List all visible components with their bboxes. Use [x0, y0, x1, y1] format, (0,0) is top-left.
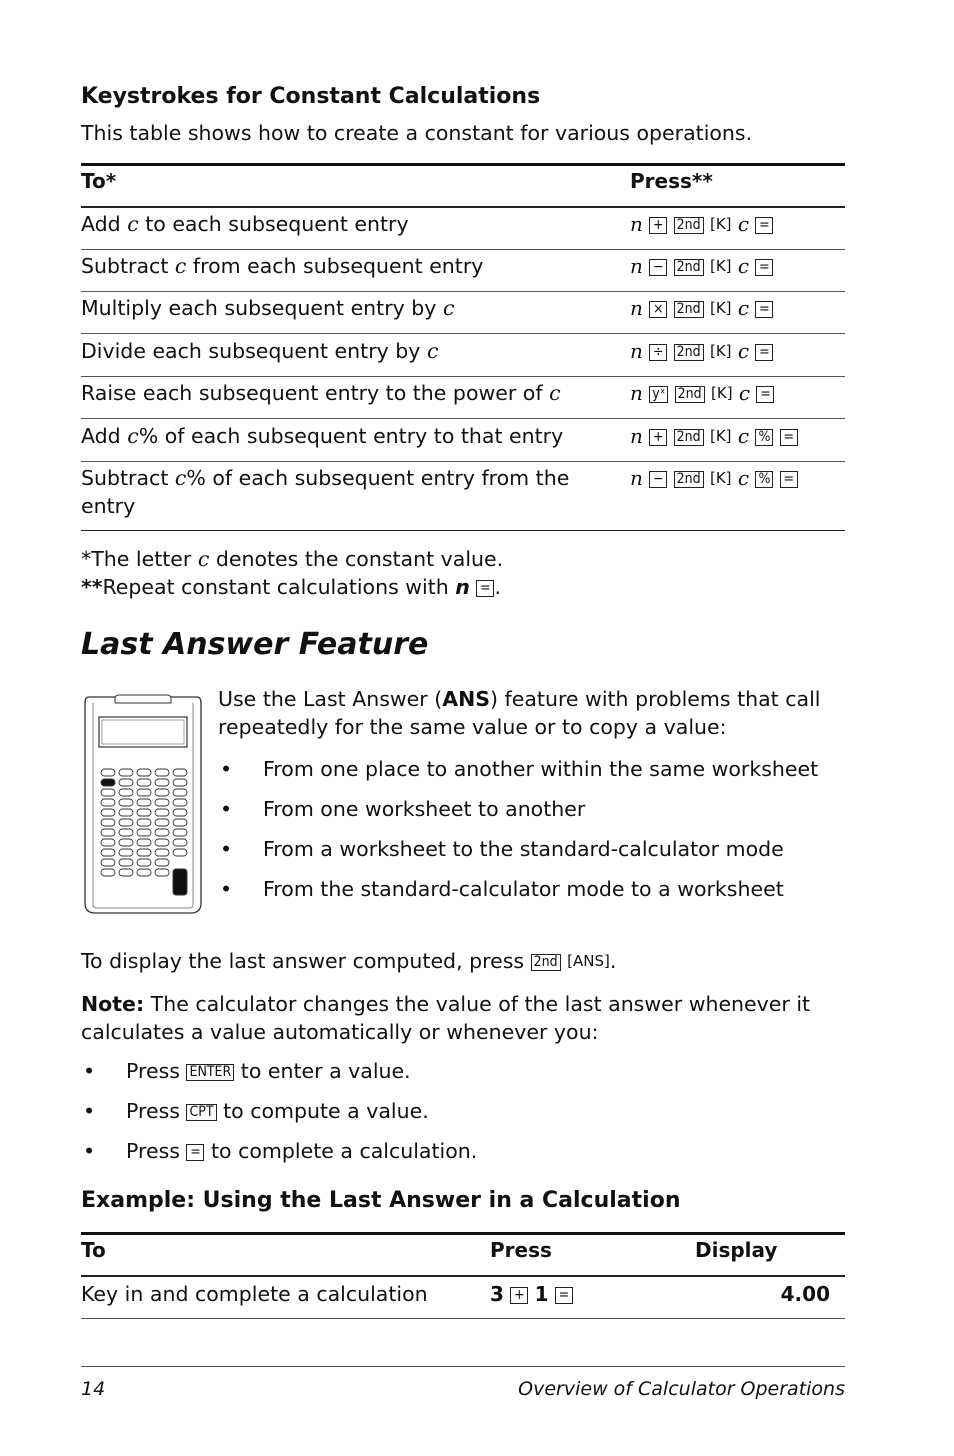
section-title: Last Answer Feature	[81, 627, 429, 662]
col-header-to: To*	[81, 169, 117, 193]
equals-key: =	[780, 471, 798, 488]
table-header-rule	[81, 206, 845, 208]
cpt-key: CPT	[186, 1104, 216, 1121]
percent-key: %	[755, 471, 773, 488]
table-row-to: Subtract c% of each subsequent entry from the entry	[81, 466, 570, 518]
c-variable: c	[737, 466, 750, 490]
equals-key: =	[186, 1144, 204, 1161]
2nd-key: 2nd	[531, 954, 561, 971]
2nd-key: 2nd	[675, 386, 705, 403]
equals-key: =	[756, 386, 774, 403]
display-last-answer-text: To display the last answer computed, press 2nd [ANS].	[81, 949, 617, 973]
equals-key: =	[476, 580, 494, 597]
constants-intro: This table shows how to create a constant for various operations.	[81, 121, 753, 145]
equals-key: =	[780, 429, 798, 446]
table-row-press	[630, 337, 773, 365]
constants-heading: Keystrokes for Constant Calculations	[81, 84, 541, 109]
k-key: [K]	[709, 342, 732, 360]
note-constant: *The letter c denotes the constant value.	[81, 547, 504, 571]
k-key: [K]	[709, 469, 732, 487]
c-variable: c	[737, 212, 750, 236]
table-row-rule	[81, 461, 845, 462]
last-answer-intro: Use the Last Answer (ANS) feature with problems that call repeatedly for the same value or to copy a value:	[218, 687, 821, 739]
percent-key: %	[755, 429, 773, 446]
equals-key: =	[555, 1287, 573, 1304]
table-row-rule	[81, 530, 845, 531]
operator-key: ×	[649, 301, 667, 318]
table-row-press	[630, 210, 773, 238]
equals-key: =	[755, 344, 773, 361]
2nd-key: 2nd	[674, 259, 704, 276]
table-row-to: Subtract c from each subsequent entry	[81, 254, 484, 278]
n-variable: n	[630, 296, 643, 320]
k-key: [K]	[709, 257, 732, 275]
example-row-display: 4.00	[780, 1282, 830, 1306]
operator-key: ÷	[649, 344, 667, 361]
c-variable: c	[737, 254, 750, 278]
k-key: [K]	[709, 215, 732, 233]
c-variable: c	[738, 381, 751, 405]
table-row-to: Divide each subsequent entry by c	[81, 339, 439, 363]
n-variable: n	[630, 212, 643, 236]
example-row-press: 3 + 1 =	[490, 1280, 573, 1308]
example-col-press: Press	[490, 1238, 552, 1262]
equals-key: =	[755, 259, 773, 276]
example-bottom-rule	[81, 1318, 845, 1319]
calculator-illustration	[83, 693, 203, 919]
equals-key: =	[755, 301, 773, 318]
2nd-key: 2nd	[674, 471, 704, 488]
example-col-to: To	[81, 1238, 106, 1262]
enter-key: ENTER	[186, 1064, 234, 1081]
c-variable: c	[737, 424, 750, 448]
k-key: [K]	[709, 427, 732, 445]
table-top-rule	[81, 163, 845, 166]
table-row-press	[630, 252, 773, 280]
operator-key: +	[649, 429, 667, 446]
table-row-press	[630, 379, 774, 407]
table-row-to: Raise each subsequent entry to the power of c	[81, 381, 561, 405]
plus-key: +	[510, 1287, 528, 1304]
n-variable: n	[630, 339, 643, 363]
n-variable: n	[630, 381, 643, 405]
table-row-press	[630, 422, 798, 450]
footer-rule	[81, 1366, 845, 1367]
table-row-rule	[81, 249, 845, 250]
table-row-rule	[81, 333, 845, 334]
2nd-key: 2nd	[674, 301, 704, 318]
operator-key: +	[649, 217, 667, 234]
operator-key: yˣ	[649, 386, 668, 403]
table-row-press	[630, 294, 773, 322]
table-row-rule	[81, 376, 845, 377]
table-row-to: Add c% of each subsequent entry to that entry	[81, 424, 564, 448]
table-row-rule	[81, 291, 845, 292]
k-key: [K]	[709, 299, 732, 317]
2nd-key: 2nd	[674, 217, 704, 234]
example-top-rule	[81, 1232, 845, 1235]
table-row-to: Add c to each subsequent entry	[81, 212, 409, 236]
example-row-to: Key in and complete a calculation	[81, 1282, 428, 1306]
example-heading: Example: Using the Last Answer in a Calculation	[81, 1188, 681, 1213]
ans-key: [ANS]	[567, 952, 610, 970]
k-key: [K]	[711, 384, 733, 402]
operator-key: −	[649, 259, 667, 276]
n-variable: n	[630, 254, 643, 278]
c-variable: c	[737, 296, 750, 320]
2nd-key: 2nd	[674, 429, 704, 446]
note-repeat: **Repeat constant calculations with n = .	[81, 575, 501, 599]
note-paragraph: Note: The calculator changes the value of the last answer whenever it calculates a value automatically or whenever you:	[81, 992, 811, 1044]
c-variable: c	[737, 339, 750, 363]
equals-key: =	[755, 217, 773, 234]
page-number: 14	[81, 1378, 106, 1400]
table-row-to: Multiply each subsequent entry by c	[81, 296, 455, 320]
n-variable: n	[630, 466, 643, 490]
chapter-title: Overview of Calculator Operations	[518, 1378, 845, 1400]
example-header-rule	[81, 1275, 845, 1277]
col-header-press: Press**	[630, 169, 713, 193]
table-row-rule	[81, 418, 845, 419]
2nd-key: 2nd	[674, 344, 704, 361]
example-col-display: Display	[695, 1238, 778, 1262]
n-variable: n	[630, 424, 643, 448]
table-row-press	[630, 464, 798, 492]
operator-key: −	[649, 471, 667, 488]
